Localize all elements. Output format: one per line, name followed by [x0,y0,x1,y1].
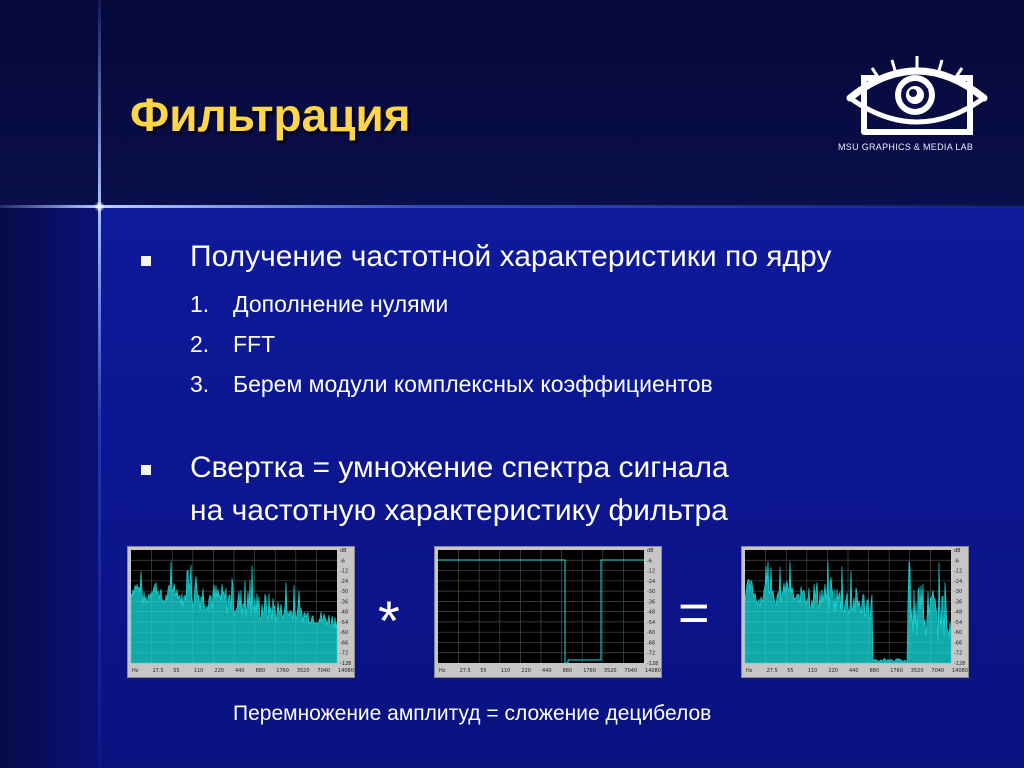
y-tick-label: -12 [647,568,656,575]
y-tick-label: -66 [647,640,656,647]
vertical-divider [98,0,101,768]
x-tick-label: 440 [235,668,245,674]
x-tick-label: 7040 [624,668,638,674]
bullet-text: Свертка = умножение спектра сигнала [190,451,729,484]
filter-response-chart [434,546,662,678]
y-tick-label: -48 [340,609,349,616]
step-number: 2. [190,331,210,357]
sparkle-icon [94,201,105,212]
y-tick-label: -12 [954,568,963,575]
y-tick-label: -48 [954,609,963,616]
x-tick-label: 220 [828,668,838,674]
y-tick-label: -36 [647,599,656,606]
x-tick-label: 55 [480,668,487,674]
step-number: 3. [190,371,210,397]
bullet-square [141,256,151,266]
x-tick-label: 440 [542,668,552,674]
x-tick-label: 14080 [645,668,661,674]
equals-operator: = [678,583,710,643]
y-tick-label: -24 [340,578,349,585]
filter-response-svg [435,547,661,677]
x-tick-label: 110 [807,668,818,674]
x-tick-label: 1760 [583,668,596,674]
y-tick-label: -48 [647,609,656,616]
x-tick-label: 220 [214,668,224,674]
step-number: 1. [190,291,210,317]
x-tick-label: 14080 [338,668,354,674]
y-tick-label: dB [647,548,654,554]
y-tick-label: -72 [647,650,656,657]
y-tick-label: -60 [340,630,349,637]
x-tick-label: Hz [132,668,139,674]
y-tick-label: dB [954,548,961,554]
slide-title: Фильтрация [130,89,411,141]
x-tick-label: 7040 [317,668,331,674]
x-tick-label: 880 [255,668,266,674]
step-text: FFT [233,331,276,357]
x-tick-label: Hz [439,668,446,674]
y-tick-label: -72 [340,650,349,657]
y-tick-label: -36 [340,599,349,606]
x-tick-label: 55 [173,668,180,674]
y-tick-label: -12 [340,568,349,575]
x-tick-label: 110 [193,668,204,674]
filtered-spectrum-svg [742,547,968,677]
x-tick-label: 14080 [952,668,968,674]
y-tick-label: -54 [647,619,656,626]
x-tick-label: 3520 [910,668,924,674]
x-tick-label: 110 [500,668,511,674]
y-tick-label: -30 [647,589,656,596]
horizontal-divider [0,205,1024,208]
x-tick-label: 55 [787,668,794,674]
x-tick-label: 27.5 [459,668,471,674]
bullet-text: Получение частотной характеристики по ядру [190,240,832,273]
y-tick-label: -36 [954,599,963,606]
y-tick-label: -60 [954,630,963,637]
y-tick-label: -24 [647,578,656,585]
x-tick-label: 27.5 [766,668,778,674]
bullet-text-continued: на частотную характеристику фильтра [190,494,728,527]
logo-caption: MSU GRAPHICS & MEDIA LAB [838,142,974,152]
x-tick-label: 880 [869,668,880,674]
y-tick-label: -6 [954,558,959,565]
x-tick-label: 7040 [931,668,945,674]
y-tick-label: -24 [954,578,963,585]
y-tick-label: -54 [954,619,963,626]
x-tick-label: 440 [849,668,859,674]
multiply-operator: * [378,589,400,652]
y-tick-label: -30 [340,589,349,596]
y-tick-label: -128 [647,661,659,667]
x-tick-label: 880 [562,668,573,674]
y-tick-label: -54 [340,619,349,626]
y-tick-label: -128 [340,661,352,667]
x-tick-label: 220 [521,668,531,674]
x-tick-label: 1760 [276,668,289,674]
y-tick-label: -6 [647,558,652,565]
x-tick-label: 3520 [603,668,617,674]
y-tick-label: -6 [340,558,345,565]
y-tick-label: -128 [954,661,966,667]
left-band [0,207,100,768]
y-tick-label: dB [340,548,347,554]
body-background [0,207,1024,768]
step-text: Дополнение нулями [233,291,449,317]
y-tick-label: -30 [954,589,963,596]
caption: Перемножение амплитуд = сложение децибелов [233,702,712,725]
x-tick-label: 27.5 [152,668,164,674]
signal-spectrum-chart [127,546,355,678]
signal-spectrum-svg [128,547,354,677]
x-tick-label: Hz [746,668,753,674]
x-tick-label: 1760 [890,668,903,674]
y-tick-label: -66 [340,640,349,647]
filtered-spectrum-chart [741,546,969,678]
x-tick-label: 3520 [296,668,310,674]
step-text: Берем модули комплексных коэффициентов [233,371,713,397]
y-tick-label: -66 [954,640,963,647]
y-tick-label: -60 [647,630,656,637]
y-tick-label: -72 [954,650,963,657]
bullet-square [141,465,151,475]
